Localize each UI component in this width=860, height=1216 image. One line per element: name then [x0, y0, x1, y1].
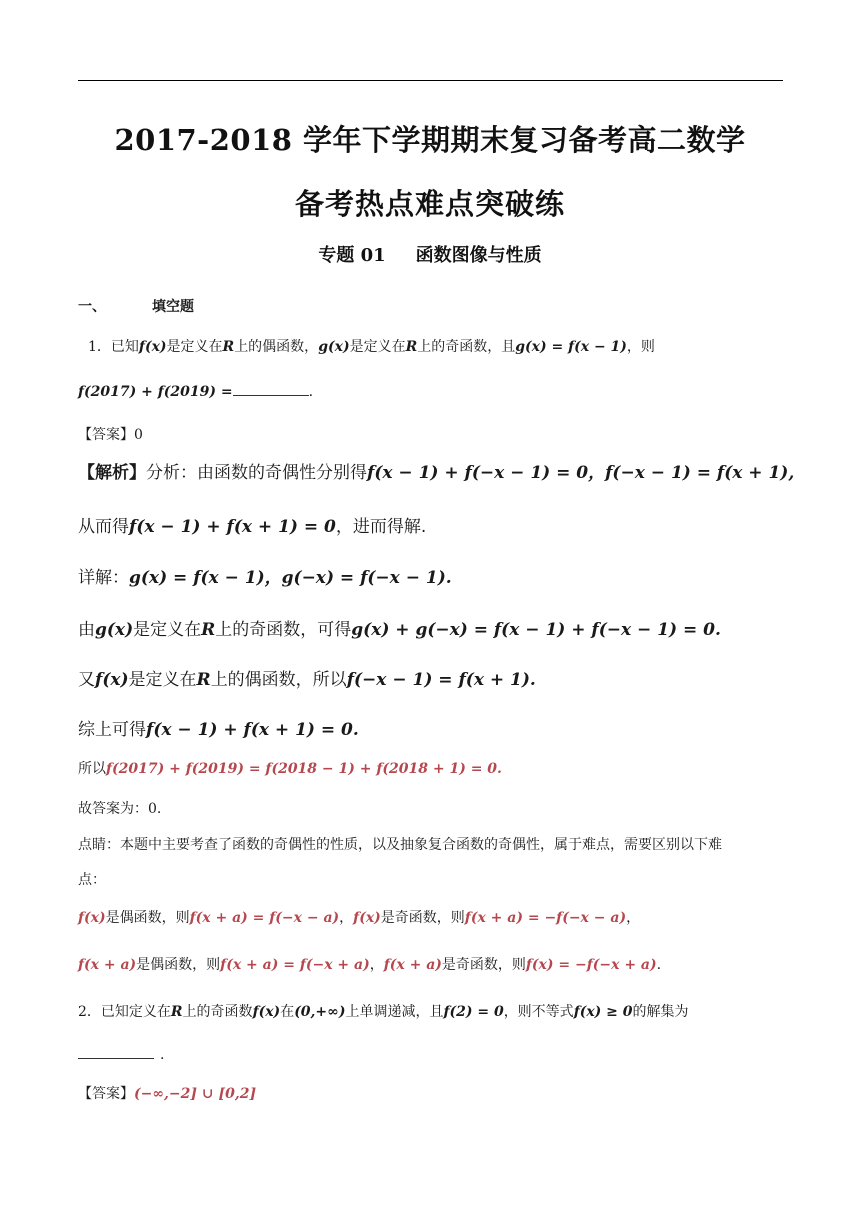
remark-formula-1: f(x)是偶函数，则f(x + a) = f(−x − a)，f(x)是奇函数，则f(x + a) = −f(−x − a)，: [78, 910, 641, 926]
remark-1-cont: 点：: [78, 872, 106, 888]
analysis-line-2: 从而得f(x − 1) + f(x + 1) = 0，进而得解.: [78, 517, 427, 537]
document-title: 2017-2018 学年下学期期末复习备考高二数学: [114, 123, 746, 157]
detail-line-4: 综上可得f(x − 1) + f(x + 1) = 0.: [78, 720, 359, 740]
question-2-blank-line: .: [78, 1046, 164, 1063]
answer-1: 【答案】0: [78, 427, 143, 443]
detail-line-5: 所以f(2017) + f(2019) = f(2018 − 1) + f(2018 + 1) = 0.: [78, 761, 502, 777]
document-subtitle: 备考热点难点突破练: [294, 187, 565, 221]
remark-formula-2: f(x + a)是偶函数，则f(x + a) = f(−x + a)，f(x + a)是奇函数，则f(x) = −f(−x + a).: [78, 957, 662, 973]
remark-1: 点睛：本题中主要考查了函数的奇偶性的性质，以及抽象复合函数的奇偶性，属于难点，需要区别以下难: [78, 837, 722, 853]
answer-blank: [233, 383, 309, 396]
answer-blank: [78, 1046, 154, 1059]
question-2-text: 2．已知定义在R上的奇函数f(x)在(0,+∞)上单调递减，且f(2) = 0，则不等式f(x) ≥ 0的解集为: [78, 1004, 689, 1020]
detail-line-1: 详解：g(x) = f(x − 1)，g(−x) = f(−x − 1).: [78, 568, 452, 588]
analysis-1: 【解析】分析：由函数的奇偶性分别得f(x − 1) + f(−x − 1) = 0，f(−x − 1) = f(x + 1),: [78, 463, 795, 483]
topic-number: 专题 01: [318, 245, 386, 266]
topic-heading: [0, 241, 860, 267]
detail-line-2: 由g(x)是定义在R上的奇函数，可得g(x) + g(−x) = f(x − 1) + f(−x − 1) = 0.: [78, 620, 721, 640]
answer-2: 【答案】(−∞,−2] ∪ [0,2]: [78, 1086, 257, 1102]
question-1-text: 1．已知f(x)是定义在R上的偶函数，g(x)是定义在R上的奇函数，且g(x) = f(x − 1)，则: [88, 339, 655, 355]
conclusion-1: 故答案为：0.: [78, 801, 162, 817]
header-rule: [78, 80, 783, 81]
detail-line-3: 又f(x)是定义在R上的偶函数，所以f(−x − 1) = f(x + 1).: [78, 670, 536, 690]
topic-name: 函数图像与性质: [415, 245, 542, 266]
section-heading: 一、 填空题: [78, 299, 194, 315]
question-1-blank-line: f(2017) + f(2019) = .: [78, 384, 314, 400]
